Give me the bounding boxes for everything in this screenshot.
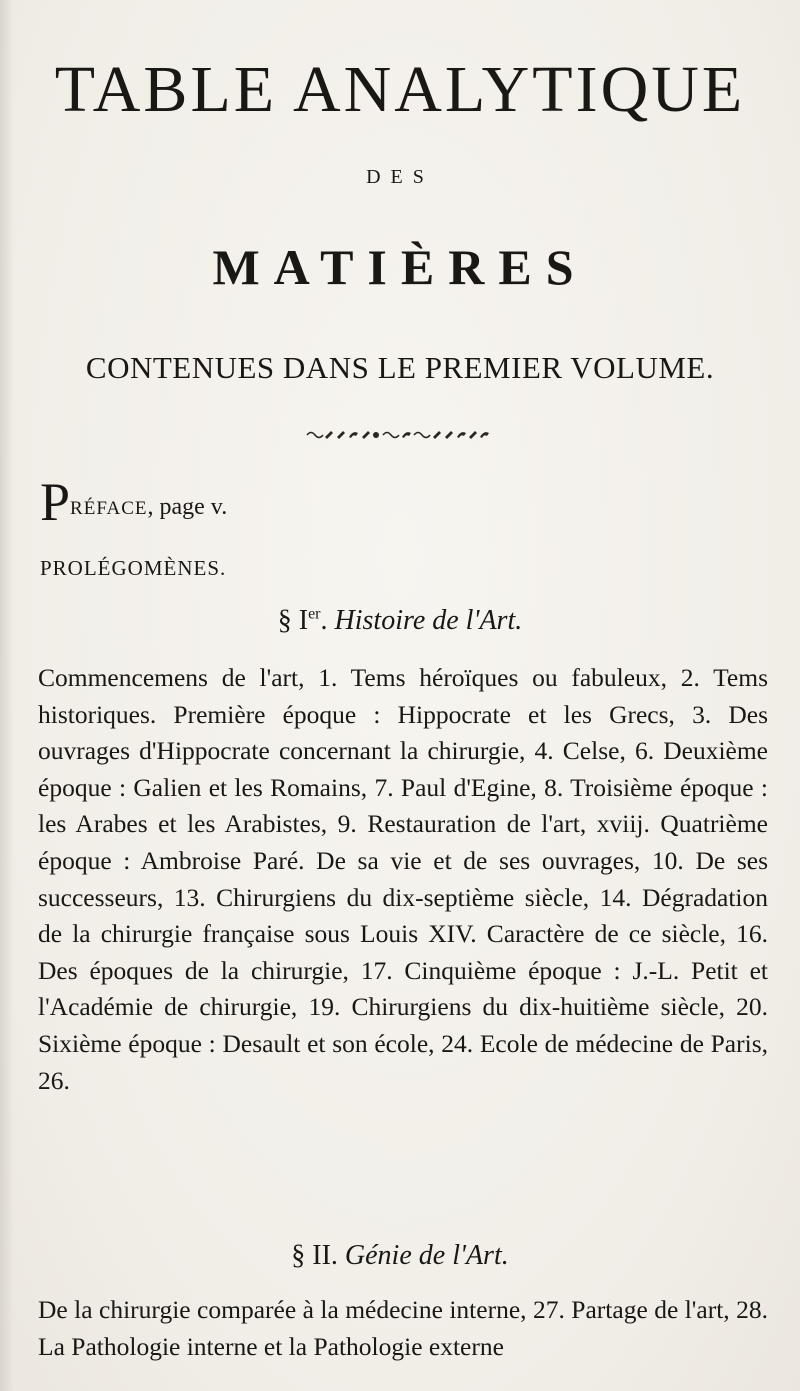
preface-page: , page v. (147, 494, 228, 520)
section-sign: § (277, 605, 292, 636)
section-title: Histoire de l'Art. (334, 605, 523, 636)
title-des: DES (366, 166, 434, 188)
preface-label: RÉFACE (70, 498, 148, 519)
section-number: I (298, 605, 309, 636)
section-number: II. (312, 1240, 338, 1271)
section-2-heading (0, 1240, 800, 1272)
preface-drop-initial: P (40, 472, 71, 532)
section-number-sup: er (308, 605, 321, 623)
section-1-text: Commencemens de l'art, 1. Tems héroïques ou fabuleux, 2. Tems historiques. Première époque : Hippocrate et les Grecs, 3. Des ouvrages d'Hippocrate concernant la chirurgie, 4. Celse, 6. Deuxième époque : Galien et les Romains, 7. Paul d'Egine, 8. Troisième époque : les Arabes et les Arabistes, 9. Restauration de l'art, xviij. Quatrième époque : Ambroise Paré. De sa vie et de ses ouvrages, 10. De ses successeurs, 13. Chirurgiens du dix-septième siècle, 14. Dégradation de la chirurgie française sous Louis XIV. Caractère de ce siècle, 16. Des époques de la chirurgie, 17. Cinquième époque : J.-L. Petit et l'Académie de chirurgie, 19. Chirurgiens du dix-huitième siècle, 20. Sixième époque : Desault et son école, 24. Ecole de médecine de Paris, 26. (38, 663, 768, 1095)
prolegomenes-heading: PROLÉGOMÈNES. (40, 556, 227, 580)
section-title: Génie de l'Art. (344, 1240, 509, 1271)
section-1-heading: § Ier. Histoire de l'Art. (277, 605, 523, 636)
preface-entry (40, 472, 800, 532)
title-table-analytique: TABLE ANALYTIQUE (54, 53, 746, 126)
title-subtitle: CONTENUES DANS LE PREMIER VOLUME. (85, 350, 715, 385)
title-matieres: MATIÈRES (212, 239, 588, 295)
ornamental-rule-icon (305, 428, 495, 442)
page-edge-shadow (0, 0, 14, 1391)
section-sign: § (291, 1240, 306, 1271)
section-2-text: De la chirurgie comparée à la médecine interne, 27. Partage de l'art, 28. La Pathologie interne et la Pathologie externe (38, 1295, 768, 1361)
